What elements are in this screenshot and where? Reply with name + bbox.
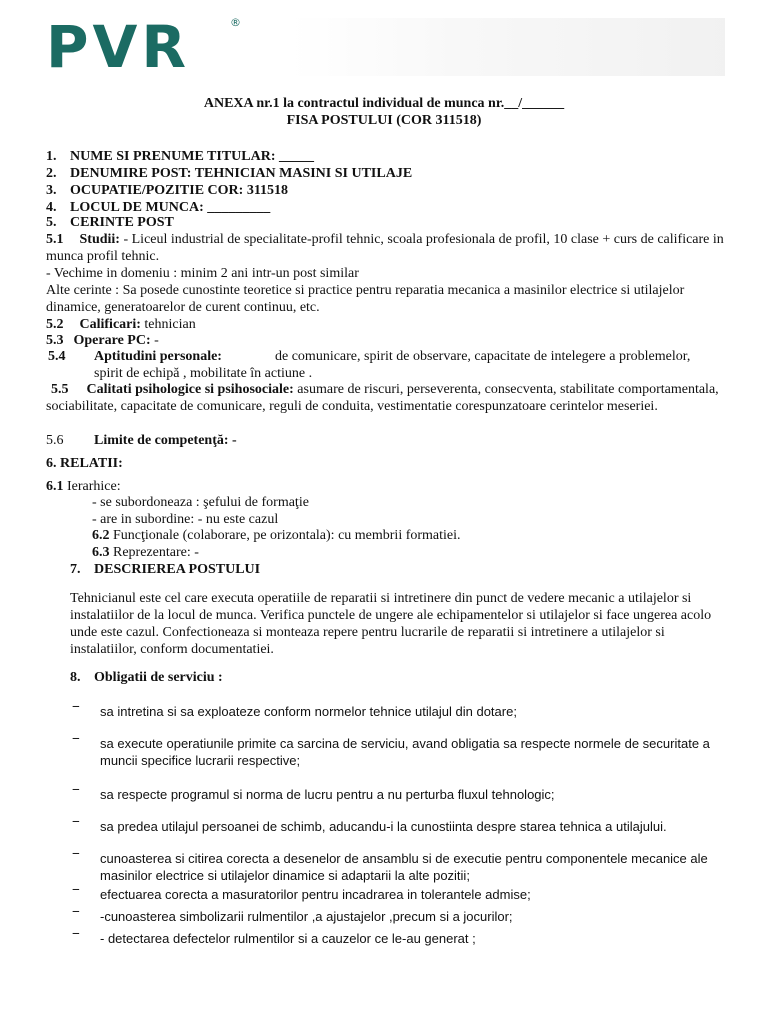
- annex-title: ANEXA nr.1 la contractul individual de munca nr.__/______: [203, 96, 565, 111]
- relatii-sub-1: - se subordoneaza : şefului de formaţie: [92, 495, 309, 510]
- obligatii-heading: [70, 669, 223, 686]
- descriere-heading: [70, 561, 260, 578]
- section-5-num: 5.: [46, 215, 57, 230]
- relatii-6-1: [46, 478, 121, 495]
- req-5-2: [46, 316, 196, 333]
- descriere-title: DESCRIEREA POSTULUI: [94, 562, 261, 577]
- req-5-4-text: de comunicare, spirit de observare, capacitate de intelegere a problemelor, spirit de echipă , mobilitate în actiune .: [94, 349, 691, 381]
- req-5-2-num: 5.2: [46, 317, 64, 332]
- section-3-text: OCUPATIE/POZITIE COR: 311518: [70, 183, 289, 198]
- bullet-icon: −: [72, 815, 80, 830]
- req-5-5-label: Calitati psihologice si psihosociale:: [86, 382, 294, 397]
- section-2-text: DENUMIRE POST: TEHNICIAN MASINI SI UTILAJE: [70, 166, 413, 181]
- section-4-num: 4.: [46, 200, 57, 215]
- req-5-2-text: tehnician: [140, 317, 196, 332]
- obligatii-title: Obligatii de serviciu :: [94, 670, 223, 685]
- section-1-text: NUME SI PRENUME TITULAR: _____: [70, 149, 314, 164]
- obligatie-item: sa predea utilajul persoanei de schimb, aducandu-i la cunostiinta despre starea tehnica a utilajului.: [100, 819, 667, 834]
- section-2: [46, 165, 412, 182]
- relatii-title: 6. RELATII:: [46, 456, 123, 471]
- bullet-icon: −: [72, 732, 80, 747]
- relatii-6-3-text: Reprezentare: -: [109, 545, 199, 560]
- req-5-6-num: 5.6: [46, 433, 64, 448]
- bullet-icon: −: [72, 905, 80, 920]
- req-5-4-label: Aptitudini personale:: [94, 349, 222, 364]
- relatii-6-3-num: 6.3: [92, 545, 110, 560]
- descriere-num: 7.: [70, 562, 81, 577]
- req-5-4-num: 5.4: [48, 349, 66, 364]
- obligatie-item: sa intretina si sa exploateze conform normelor tehnice utilajul din dotare;: [100, 704, 517, 719]
- req-5-5: [46, 381, 726, 415]
- bullet-icon: −: [72, 700, 80, 715]
- relatii-6-2: [92, 527, 461, 544]
- req-5-1-experience: - Vechime in domeniu : minim 2 ani intr-un post similar: [46, 266, 359, 281]
- obligatie-item: sa execute operatiunile primite ca sarcina de serviciu, avand obligatia sa respecte normele de securitate a muncii specifice lucrarii respective;: [100, 736, 710, 768]
- req-5-3: [46, 332, 159, 349]
- bullet-icon: −: [72, 927, 80, 942]
- req-5-5-text: asumare de riscuri, perseverenta, consecventa, stabilitate comportamentala, sociabilitate, capacitate de comunicare, reguli de conduita, vestimentatie corespunzatoare cerintelor meseriei.: [46, 382, 719, 414]
- header-banner: [290, 18, 725, 76]
- section-3-num: 3.: [46, 183, 57, 198]
- req-5-1-label: Studii:: [79, 232, 120, 247]
- document-title: FISA POSTULUI (COR 311518): [286, 113, 482, 128]
- req-5-5-num: 5.5: [51, 382, 69, 397]
- relatii-6-2-text: Funcţionale (colaborare, pe orizontala): cu membrii formatiei.: [109, 528, 461, 543]
- obligatii-num: 8.: [70, 670, 81, 685]
- relatii-6-3: [92, 544, 199, 561]
- relatii-sub-2: - are in subordine: - nu este cazul: [92, 512, 279, 527]
- req-5-6-label: Limite de competenţă:: [94, 433, 229, 448]
- section-1-num: 1.: [46, 149, 57, 164]
- company-logo: [46, 14, 246, 80]
- req-5-2-label: Calificari:: [79, 317, 141, 332]
- bullet-icon: −: [72, 847, 80, 862]
- section-2-num: 2.: [46, 166, 57, 181]
- req-5-3-num: 5.3: [46, 333, 64, 348]
- registered-mark: ®: [230, 16, 241, 29]
- section-3: [46, 182, 288, 199]
- obligatie-item: efectuarea corecta a masuratorilor pentru incadrarea in tolerantele admise;: [100, 887, 531, 902]
- bullet-icon: −: [72, 783, 80, 798]
- descriere-text: Tehnicianul este cel care executa operatiile de reparatii si intretinere din punct de vedere mecanic a utilajelor si instalatiilor de la locul de munca. Verifica punctele de ungere ale echipamentelor si utilajelor si face ungerea acolo unde este cazul. Confectioneaza si monteaza repere pentru lucrarile de reparatii si intretinere a utilajelor si instalatiilor, conform documentatiei.: [70, 591, 712, 657]
- section-4-text: LOCUL DE MUNCA: _________: [70, 200, 271, 215]
- req-5-6: [94, 432, 237, 449]
- obligatie-item: cunoasterea si citirea corecta a desenelor de ansamblu si de executie pentru componentele mecanice ale masinilor electrice si utilajelor dinamice si adaptarii la alte pozitii;: [100, 851, 708, 883]
- section-5-text: CERINTE POST: [70, 215, 174, 230]
- req-5-6-text: -: [228, 433, 237, 448]
- section-1: [46, 148, 314, 165]
- relatii-6-1-text: Ierarhice:: [63, 479, 121, 494]
- obligatie-item: sa respecte programul si norma de lucru pentru a nu perturba fluxul tehnologic;: [100, 787, 555, 802]
- req-5-1-text: - Liceul industrial de specialitate-profil tehnic, scoala profesionala de profil, 10 clase + curs de calificare in munca profil tehnic.: [46, 232, 724, 264]
- req-5-3-label: Operare PC:: [73, 333, 151, 348]
- req-5-1: [46, 231, 726, 265]
- obligatie-item: -cunoasterea simbolizarii rulmentilor ,a ajustajelor ,precum si a jocurilor;: [100, 909, 513, 924]
- req-5-1-num: 5.1: [46, 232, 64, 247]
- section-5: [46, 214, 174, 231]
- req-5-3-text: -: [150, 333, 159, 348]
- relatii-6-1-num: 6.1: [46, 479, 64, 494]
- relatii-6-2-num: 6.2: [92, 528, 110, 543]
- bullet-icon: −: [72, 883, 80, 898]
- obligatie-item: - detectarea defectelor rulmentilor si a cauzelor ce le-au generat ;: [100, 931, 476, 946]
- logo-text: PVR: [46, 13, 191, 81]
- req-5-1-other: Alte cerinte : Sa posede cunostinte teoretice si practice pentru reparatia mecanica a masinilor electrice si utilajelor dinamice, generatoarelor de curent continuu, etc.: [46, 283, 685, 315]
